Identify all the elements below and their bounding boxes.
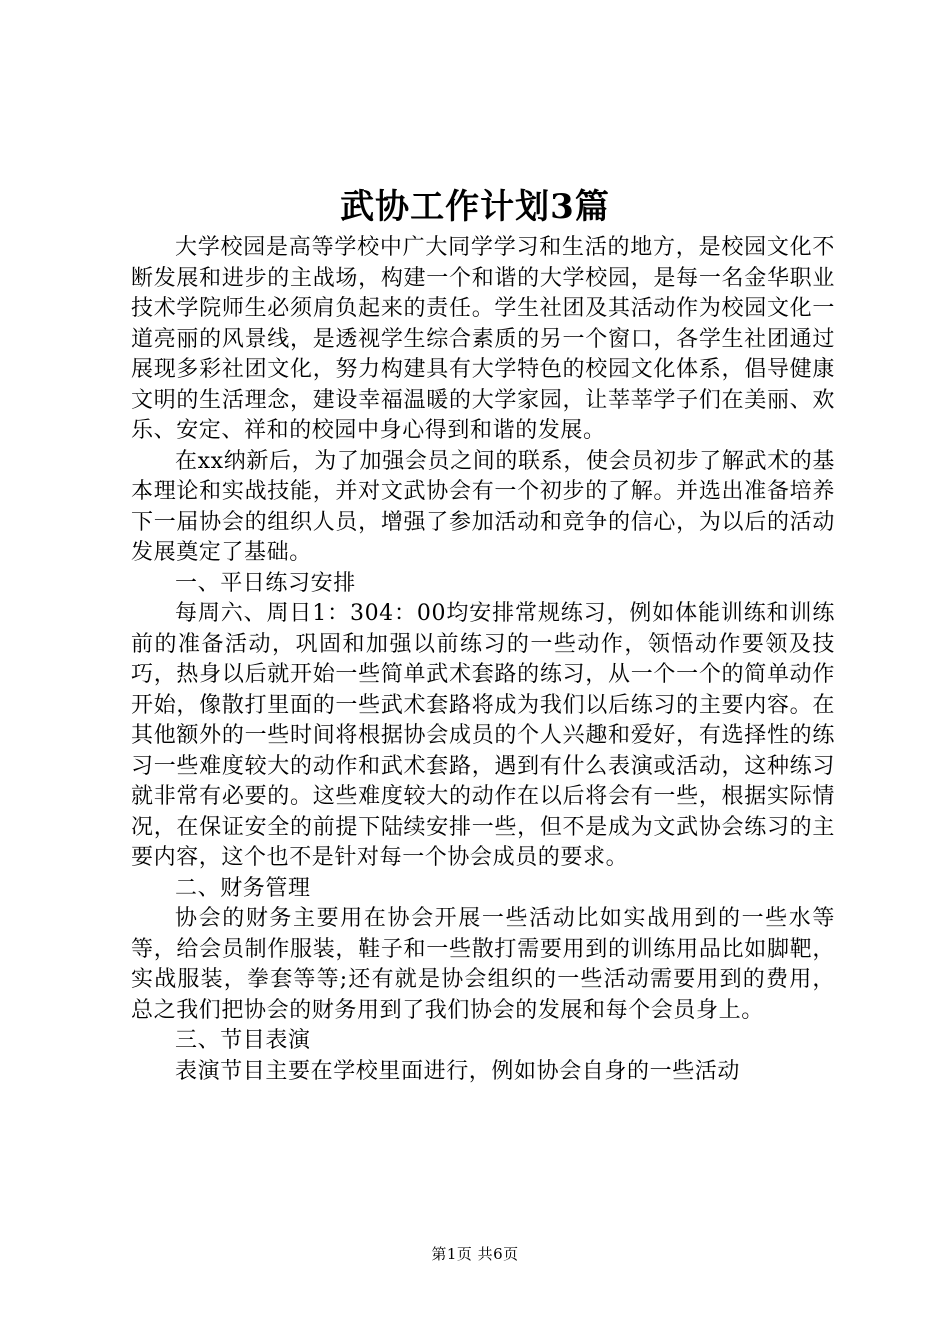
section-heading-2: 二、财务管理	[175, 875, 311, 901]
section-heading-1: 一、平日练习安排	[175, 570, 356, 596]
document-body	[131, 233, 835, 1087]
intro-paragraph-1: 大学校园是高等学校中广大同学学习和生活的地方，是校园文化不断发展和进步的主战场，构建一个和谐的大学校园，是每一名金华职业技术学院师生必须肩负起来的责任。学生社团及其活动作为校园文化一道亮丽的风景线，是透视学生综合素质的另一个窗口，各学生社团通过展现多彩社团文化，努力构建具有大学特色的校园文化体系，倡导健康文明的生活理念，建设幸福温暖的大学家园，让莘莘学子们在美丽、欢乐、安定、祥和的校园中身心得到和谐的发展。	[131, 235, 835, 443]
page-footer: 第1页 共6页	[431, 1245, 519, 1263]
section-body-1: 每周六、周日1：304：00均安排常规练习，例如体能训练和训练前的准备活动，巩固和加强以前练习的一些动作，领悟动作要领及技巧，热身以后就开始一些简单武术套路的练习，从一个一个的简单动作开始，像散打里面的一些武术套路将成为我们以后练习的主要内容。在其他额外的一些时间将根据协会成员的个人兴趣和爱好，有选择性的练习一些难度较大的动作和武术套路，遇到有什么表演或活动，这种练习就非常有必要的。这些难度较大的动作在以后将会有一些，根据实际情况，在保证安全的前提下陆续安排一些，但不是成为文武协会练习的主要内容，这个也不是针对每一个协会成员的要求。	[131, 601, 835, 870]
intro-paragraph-2: 在xx纳新后，为了加强会员之间的联系，使会员初步了解武术的基本理论和实战技能，并对文武协会有一个初步的了解。并选出准备培养下一届协会的组织人员，增强了参加活动和竞争的信心，为以后的活动发展奠定了基础。	[131, 448, 835, 565]
section-body-3: 表演节目主要在学校里面进行，例如协会自身的一些活动	[175, 1058, 741, 1084]
section-heading-3: 三、节目表演	[175, 1028, 311, 1053]
section-body-2: 协会的财务主要用在协会开展一些活动比如实战用到的一些水等等，给会员制作服装，鞋子和一些散打需要用到的训练用品比如脚靶，实战服装，拳套等等;还有就是协会组织的一些活动需要用到的费用，总之我们把协会的财务用到了我们协会的发展和每个会员身上。	[131, 906, 835, 1023]
document-title: 武协工作计划3篇	[340, 187, 610, 227]
